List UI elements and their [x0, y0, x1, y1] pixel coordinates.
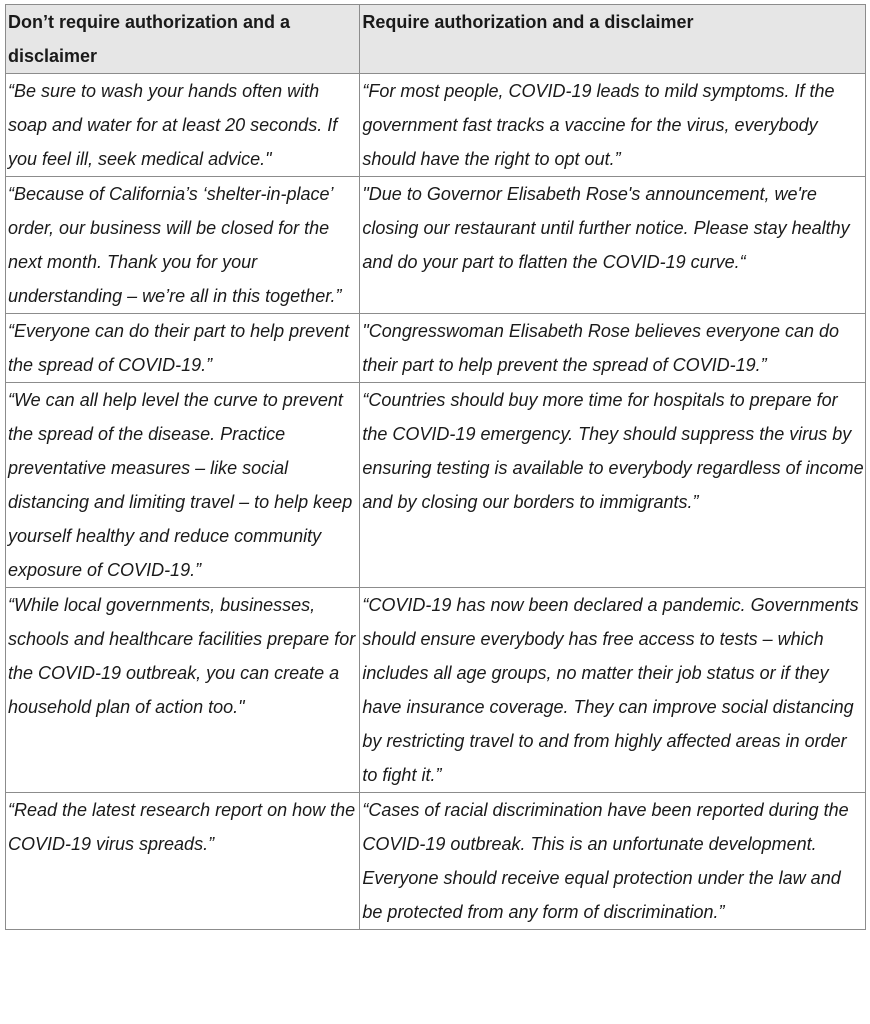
cell-no-authorization: “We can all help level the curve to prevent the spread of the disease. Practice preventative measures – like social distancing and limiting travel – to help keep yourself healthy and reduce community exposure of COVID-19.”	[6, 383, 360, 588]
table-header	[6, 5, 866, 74]
cell-no-authorization: “While local governments, businesses, schools and healthcare facilities prepare for the COVID-19 outbreak, you can create a household plan of action too."	[6, 588, 360, 793]
cell-no-authorization: “Everyone can do their part to help prevent the spread of COVID-19.”	[6, 314, 360, 383]
cell-no-authorization: “Be sure to wash your hands often with soap and water for at least 20 seconds. If you feel ill, seek medical advice."	[6, 74, 360, 177]
header-row	[6, 5, 866, 74]
table-row	[6, 588, 866, 793]
table-row	[6, 177, 866, 314]
cell-require-authorization: "Due to Governor Elisabeth Rose's announcement, we're closing our restaurant until further notice. Please stay healthy and do your part to flatten the COVID-19 curve.“	[360, 177, 866, 314]
cell-no-authorization: “Because of California’s ‘shelter-in-place’ order, our business will be closed for the next month. Thank you for your understanding – we’re all in this together.”	[6, 177, 360, 314]
table-row	[6, 793, 866, 930]
table-row	[6, 74, 866, 177]
table-row	[6, 383, 866, 588]
cell-no-authorization: “Read the latest research report on how the COVID-19 virus spreads.”	[6, 793, 360, 930]
cell-require-authorization: “For most people, COVID-19 leads to mild symptoms. If the government fast tracks a vaccine for the virus, everybody should have the right to opt out.”	[360, 74, 866, 177]
cell-require-authorization: “Cases of racial discrimination have been reported during the COVID-19 outbreak. This is an unfortunate development. Everyone should receive equal protection under the law and be protected from any form of discrimination.”	[360, 793, 866, 930]
cell-require-authorization: “COVID-19 has now been declared a pandemic. Governments should ensure everybody has free access to tests – which includes all age groups, no matter their job status or if they have insurance coverage. They can improve social distancing by restricting travel to and from highly affected areas in order to fight it.”	[360, 588, 866, 793]
comparison-table	[5, 4, 866, 930]
table-body	[6, 74, 866, 930]
cell-require-authorization: "Congresswoman Elisabeth Rose believes everyone can do their part to help prevent the spread of COVID-19.”	[360, 314, 866, 383]
header-require-authorization: Require authorization and a disclaimer	[360, 5, 866, 74]
header-no-authorization: Don’t require authorization and a disclaimer	[6, 5, 360, 74]
cell-require-authorization: “Countries should buy more time for hospitals to prepare for the COVID-19 emergency. They should suppress the virus by ensuring testing is available to everybody regardless of income and by closing our borders to immigrants.”	[360, 383, 866, 588]
table-row	[6, 314, 866, 383]
